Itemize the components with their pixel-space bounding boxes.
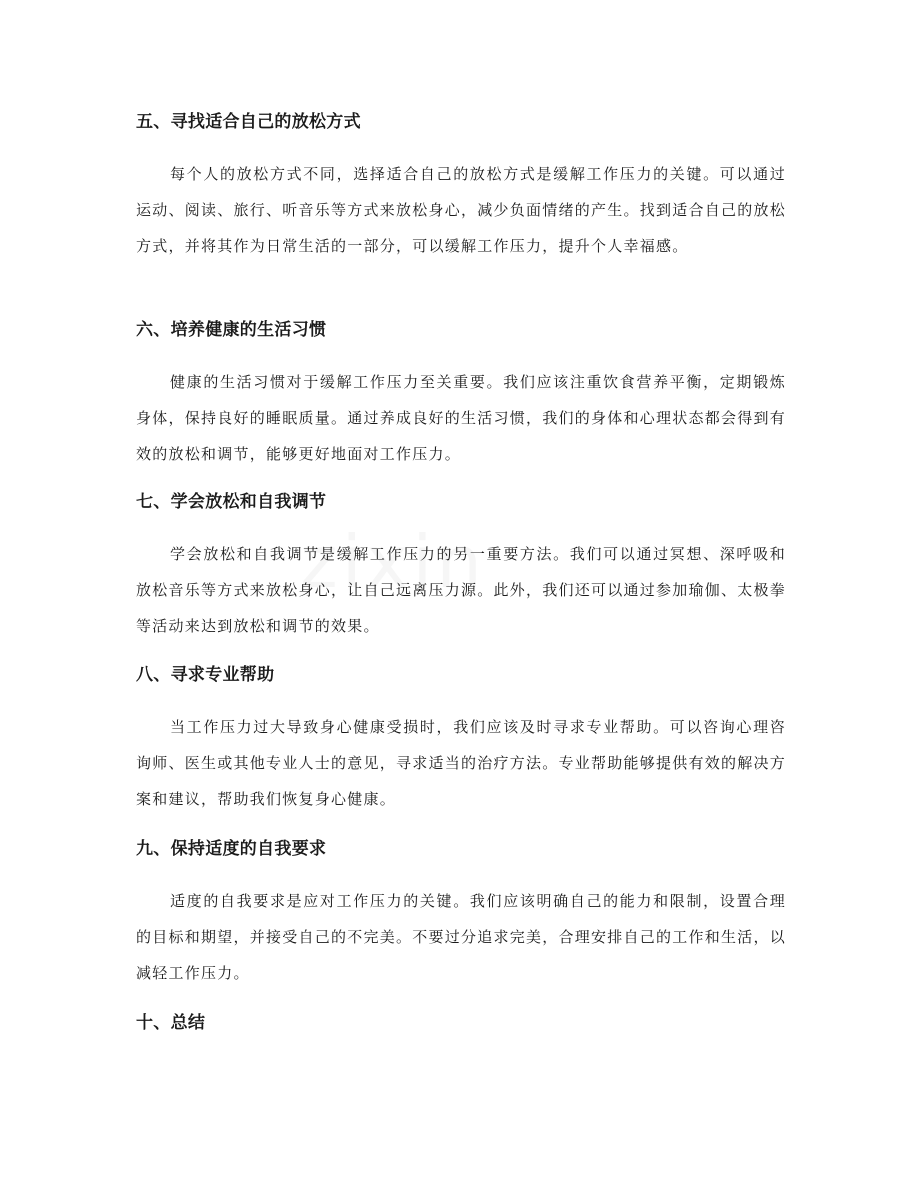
section-heading: 五、寻找适合自己的放松方式 xyxy=(136,112,361,132)
section-10 xyxy=(136,1013,786,1033)
section-paragraph: 每个人的放松方式不同，选择适合自己的放松方式是缓解工作压力的关键。可以通过运动、阅读、旅行、听音乐等方式来放松身心，减少负面情绪的产生。找到适合自己的放松方式，并将其作为日常生活的一部分，可以缓解工作压力，提升个人幸福感。 xyxy=(136,165,787,255)
section-heading: 十、总结 xyxy=(136,1013,206,1033)
section-9 xyxy=(136,839,786,991)
section-paragraph: 适度的自我要求是应对工作压力的关键。我们应该明确自己的能力和限制，设置合理的目标和期望，并接受自己的不完美。不要过分追求完美，合理安排自己的工作和生活，以减轻工作压力。 xyxy=(136,892,787,982)
section-heading: 六、培养健康的生活习惯 xyxy=(136,320,327,340)
section-heading: 九、保持适度的自我要求 xyxy=(136,839,327,859)
section-paragraph: 学会放松和自我调节是缓解工作压力的另一重要方法。我们可以通过冥想、深呼吸和放松音乐等方式来放松身心，让自己远离压力源。此外，我们还可以通过参加瑜伽、太极拳等活动来达到放松和调节的效果。 xyxy=(136,545,787,635)
section-paragraph: 健康的生活习惯对于缓解工作压力至关重要。我们应该注重饮食营养平衡，定期锻炼身体，保持良好的睡眠质量。通过养成良好的生活习惯，我们的身体和心理状态都会得到有效的放松和调节，能够更好地面对工作压力。 xyxy=(136,373,787,463)
section-paragraph: 当工作压力过大导致身心健康受损时，我们应该及时寻求专业帮助。可以咨询心理咨询师、医生或其他专业人士的意见，寻求适当的治疗方法。专业帮助能够提供有效的解决方案和建议，帮助我们恢复身心健康。 xyxy=(136,718,787,808)
section-8 xyxy=(136,665,786,817)
section-6 xyxy=(136,320,786,472)
section-heading: 八、寻求专业帮助 xyxy=(136,665,275,685)
section-7 xyxy=(136,492,786,644)
section-5 xyxy=(136,112,786,264)
section-heading: 七、学会放松和自我调节 xyxy=(136,492,327,512)
